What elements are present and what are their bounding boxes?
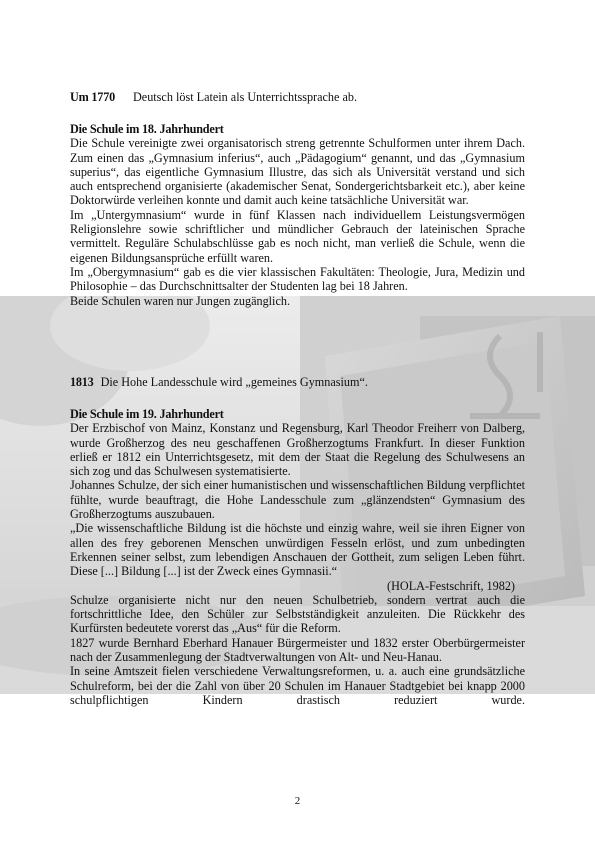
section-18-paragraph: Die Schule vereinigte zwei organisatorisch streng getrennte Schulformen unter ihrem Dach. Zum einen das „Gymnasium inferius“, auch „Pädagogium“ genannt, und das „Gymnasium superius“, das eigentliche Gymnasium Illustre, das sich als Universität verstand und sich auch entsprechend organisierte (akademischer Senat, Sondergerichtsbarkeit etc.), aber keine Doktorwürde verleihen konnte und damit auch keine tatsächliche Universität war. bbox=[70, 136, 525, 208]
section-19-paragraph: 1827 wurde Bernhard Eberhard Hanauer Bürgermeister und 1832 erster Oberbürgermeister nach der Zusammenlegung der Stadtverwaltungen von Alt- und Neu-Hanau. bbox=[70, 635, 525, 665]
entry-1813 bbox=[70, 375, 525, 389]
entry-1813-text: Die Hohe Landesschule wird „gemeines Gymnasium“. bbox=[100, 375, 368, 389]
section-19-heading: Die Schule im 19. Jahrhundert bbox=[70, 407, 224, 421]
section-18-paragraph: Im „Untergymnasium“ wurde in fünf Klassen nach individuellem Leistungsvermögen Religionslehre sowie schriftlicher und mündlicher Gebrauch der lateinischen Sprache vermittelt. Reguläre Schulabschlüsse gab es noch nicht, man verließ die Schule, wenn die eigenen Bildungsansprüche erfüllt waren. bbox=[70, 207, 525, 265]
quote-text: „Die wissenschaftliche Bildung ist die höchste und einzig wahre, weil sie ihren Eigner von allen des frey geborenen Menschen unwürdigen Fesseln erlöst, und zum unbedingten Erkennen seiner selbst, zum lebendigen Anschauen der Gottheit, zum seligen Leben führt. Diese [...] Bildung [...] ist der Zweck eines Gymnasii.“ bbox=[70, 521, 525, 579]
entry-1770-text: Deutsch löst Latein als Unterrichtssprache ab. bbox=[132, 90, 358, 104]
section-18-paragraph: Im „Obergymnasium“ gab es die vier klassischen Fakultäten: Theologie, Jura, Medizin und Philosophie – das Durchschnittsalter der Studenten lag bei 18 Jahren. bbox=[70, 264, 525, 294]
section-18-paragraph: Beide Schulen waren nur Jungen zugänglich. bbox=[70, 293, 290, 308]
entry-1813-year: 1813 bbox=[70, 375, 94, 389]
entry-1770-year: Um 1770 bbox=[70, 90, 115, 104]
section-19-paragraph: Schulze organisierte nicht nur den neuen Schulbetrieb, sondern vertrat auch die fortschrittliche Idee, den Schüler zur Selbstständigkeit anzuleiten. Die Rückkehr des Kurfürsten bedeutete vorerst das „Aus“ für die Reform. bbox=[70, 592, 525, 636]
section-18th-century bbox=[70, 122, 525, 308]
entry-1770 bbox=[70, 90, 525, 104]
section-19-paragraph: Johannes Schulze, der sich einer humanistischen und wissenschaftlichen Bildung verpflichtet fühlte, wurde beauftragt, die Hohe Landesschule zum „glänzendsten“ Gymnasium des Großherzogtums auszubauen. bbox=[70, 478, 525, 522]
section-18-heading: Die Schule im 18. Jahrhundert bbox=[70, 122, 224, 136]
quote-source: (HOLA-Festschrift, 1982) bbox=[387, 578, 515, 593]
section-19-paragraph: In seine Amtszeit fielen verschiedene Verwaltungsreformen, u. a. auch eine grundsätzliche Schulreform, bei der die Zahl von über 20 Schulen im Hanauer Stadtgebiet bei knapp 2000 schulpflichtigen Kindern drastisch reduziert wurde. bbox=[70, 664, 525, 707]
page-number: 2 bbox=[294, 795, 301, 807]
section-19-paragraph: Der Erzbischof von Mainz, Konstanz und Regensburg, Karl Theodor Freiherr von Dalberg, wurde Großherzog des neu geschaffenen Großherzogtums Frankfurt. In dieser Funktion erließ er 1812 ein Unterrichtsgesetz, mit dem der Staat die Regelung des Schulwesens an sich zog und das Schulwesen systematisierte. bbox=[70, 421, 525, 479]
section-19-quote bbox=[70, 521, 525, 592]
section-19th-century bbox=[70, 407, 525, 707]
